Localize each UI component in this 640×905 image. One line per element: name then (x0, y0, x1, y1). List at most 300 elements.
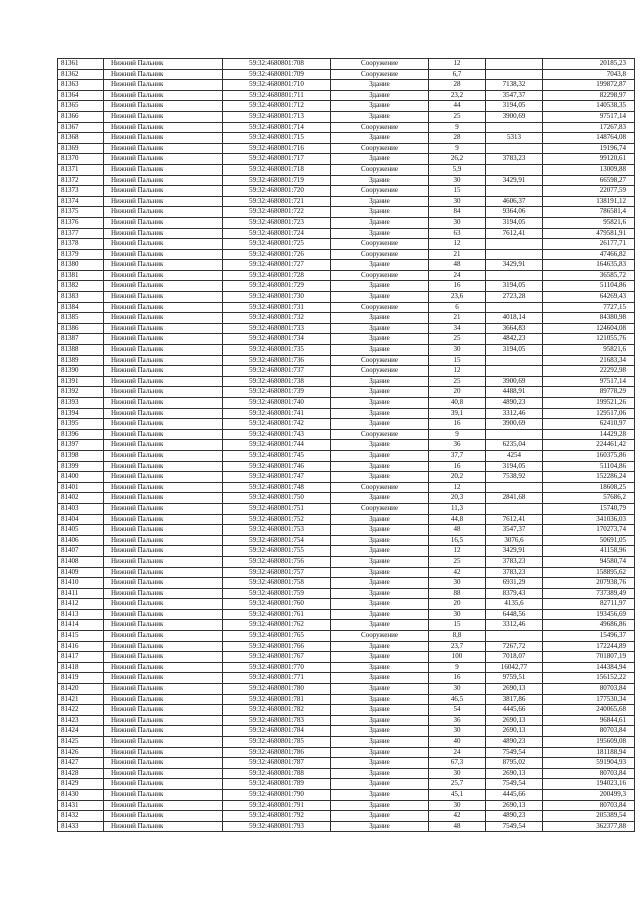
value-cell: 22077,59 (543, 186, 635, 197)
value-cell: 138191,12 (543, 196, 635, 207)
rate-cell: 4445,66 (486, 705, 543, 716)
object-type-cell: Здание (331, 376, 429, 387)
table-row (58, 821, 635, 832)
table-row (58, 111, 635, 122)
row-number-cell: 81380 (58, 260, 104, 271)
area-cell: 9 (429, 143, 486, 154)
cadastral-number-cell: 59:32:4680801:727 (223, 260, 331, 271)
cadastral-number-cell: 59:32:4680801:767 (223, 652, 331, 663)
cadastral-number-cell: 59:32:4680801:759 (223, 588, 331, 599)
value-cell: 50691,05 (543, 535, 635, 546)
row-number-cell: 81397 (58, 440, 104, 451)
rate-cell: 4890,23 (486, 811, 543, 822)
table-row (58, 546, 635, 557)
value-cell: 36585,72 (543, 270, 635, 281)
rate-cell: 4254 (486, 450, 543, 461)
value-cell: 152286,24 (543, 472, 635, 483)
value-cell: 51104,86 (543, 461, 635, 472)
value-cell: 96844,61 (543, 715, 635, 726)
rate-cell: 7549,54 (486, 821, 543, 832)
cadastral-number-cell: 59:32:4680801:752 (223, 514, 331, 525)
cadastral-number-cell: 59:32:4680801:751 (223, 503, 331, 514)
table-row (58, 90, 635, 101)
settlement-cell: Нижний Пальник (104, 419, 223, 430)
rate-cell: 2690,13 (486, 684, 543, 695)
settlement-cell: Нижний Пальник (104, 747, 223, 758)
value-cell: 193456,69 (543, 609, 635, 620)
cadastral-number-cell: 59:32:4680801:721 (223, 196, 331, 207)
table-row (58, 366, 635, 377)
row-number-cell: 81429 (58, 779, 104, 790)
settlement-cell: Нижний Пальник (104, 228, 223, 239)
value-cell: 591904,93 (543, 758, 635, 769)
cadastral-number-cell: 59:32:4680801:760 (223, 599, 331, 610)
table-row (58, 355, 635, 366)
cadastral-number-cell: 59:32:4680801:790 (223, 789, 331, 800)
settlement-cell: Нижний Пальник (104, 535, 223, 546)
row-number-cell: 81395 (58, 419, 104, 430)
rate-cell: 7267,72 (486, 641, 543, 652)
object-type-cell: Здание (331, 599, 429, 610)
object-type-cell: Здание (331, 408, 429, 419)
cadastral-number-cell: 59:32:4680801:787 (223, 758, 331, 769)
row-number-cell: 81431 (58, 800, 104, 811)
settlement-cell: Нижний Пальник (104, 366, 223, 377)
settlement-cell: Нижний Пальник (104, 334, 223, 345)
row-number-cell: 81416 (58, 641, 104, 652)
table-row (58, 313, 635, 324)
object-type-cell: Здание (331, 90, 429, 101)
table-row (58, 737, 635, 748)
settlement-cell: Нижний Пальник (104, 133, 223, 144)
value-cell: 82298,97 (543, 90, 635, 101)
settlement-cell: Нижний Пальник (104, 90, 223, 101)
object-type-cell: Здание (331, 673, 429, 684)
row-number-cell: 81371 (58, 164, 104, 175)
value-cell: 701807,19 (543, 652, 635, 663)
object-type-cell: Сооружение (331, 186, 429, 197)
area-cell: 25 (429, 376, 486, 387)
table-row (58, 673, 635, 684)
object-type-cell: Сооружение (331, 631, 429, 642)
row-number-cell: 81382 (58, 281, 104, 292)
row-number-cell: 81362 (58, 69, 104, 80)
settlement-cell: Нижний Пальник (104, 69, 223, 80)
rate-cell: 7538,92 (486, 472, 543, 483)
table-row (58, 59, 635, 70)
table-row (58, 228, 635, 239)
object-type-cell: Здание (331, 461, 429, 472)
cadastral-number-cell: 59:32:4680801:722 (223, 207, 331, 218)
settlement-cell: Нижний Пальник (104, 525, 223, 536)
rate-cell: 8379,43 (486, 588, 543, 599)
settlement-cell: Нижний Пальник (104, 472, 223, 483)
value-cell: 156152,22 (543, 673, 635, 684)
table-row (58, 376, 635, 387)
object-type-cell: Сооружение (331, 122, 429, 133)
table-row (58, 726, 635, 737)
settlement-cell: Нижний Пальник (104, 461, 223, 472)
settlement-cell: Нижний Пальник (104, 345, 223, 356)
value-cell: 57686,2 (543, 493, 635, 504)
settlement-cell: Нижний Пальник (104, 429, 223, 440)
row-number-cell: 81377 (58, 228, 104, 239)
object-type-cell: Здание (331, 620, 429, 631)
settlement-cell: Нижний Пальник (104, 122, 223, 133)
table-row (58, 429, 635, 440)
object-type-cell: Здание (331, 440, 429, 451)
value-cell: 15740,79 (543, 503, 635, 514)
area-cell: 34 (429, 323, 486, 334)
rate-cell: 3194,05 (486, 461, 543, 472)
row-number-cell: 81369 (58, 143, 104, 154)
area-cell: 25 (429, 556, 486, 567)
area-cell: 12 (429, 59, 486, 70)
object-type-cell: Здание (331, 768, 429, 779)
object-type-cell: Здание (331, 334, 429, 345)
row-number-cell: 81415 (58, 631, 104, 642)
area-cell: 25 (429, 111, 486, 122)
table-row (58, 292, 635, 303)
cadastral-number-cell: 59:32:4680801:788 (223, 768, 331, 779)
rate-cell: 9759,51 (486, 673, 543, 684)
table-row (58, 450, 635, 461)
row-number-cell: 81403 (58, 503, 104, 514)
table-row (58, 578, 635, 589)
object-type-cell: Здание (331, 726, 429, 737)
object-type-cell: Здание (331, 472, 429, 483)
rate-cell (486, 143, 543, 154)
table-row (58, 186, 635, 197)
row-number-cell: 81398 (58, 450, 104, 461)
cadastral-number-cell: 59:32:4680801:713 (223, 111, 331, 122)
object-type-cell: Сооружение (331, 503, 429, 514)
area-cell: 48 (429, 525, 486, 536)
table-row (58, 249, 635, 260)
object-type-cell: Здание (331, 398, 429, 409)
object-type-cell: Здание (331, 556, 429, 567)
rate-cell: 2690,13 (486, 800, 543, 811)
rate-cell: 3900,69 (486, 419, 543, 430)
value-cell: 22292,98 (543, 366, 635, 377)
value-cell: 200499,3 (543, 789, 635, 800)
area-cell: 40 (429, 737, 486, 748)
rate-cell: 4445,66 (486, 789, 543, 800)
value-cell: 15496,37 (543, 631, 635, 642)
settlement-cell: Нижний Пальник (104, 313, 223, 324)
rate-cell (486, 355, 543, 366)
row-number-cell: 81368 (58, 133, 104, 144)
row-number-cell: 81386 (58, 323, 104, 334)
settlement-cell: Нижний Пальник (104, 737, 223, 748)
settlement-cell: Нижний Пальник (104, 588, 223, 599)
settlement-cell: Нижний Пальник (104, 758, 223, 769)
table-row (58, 789, 635, 800)
row-number-cell: 81413 (58, 609, 104, 620)
settlement-cell: Нижний Пальник (104, 684, 223, 695)
cadastral-number-cell: 59:32:4680801:753 (223, 525, 331, 536)
value-cell: 64269,43 (543, 292, 635, 303)
rate-cell: 4890,23 (486, 398, 543, 409)
value-cell: 195609,08 (543, 737, 635, 748)
table-row (58, 641, 635, 652)
rate-cell: 3817,86 (486, 694, 543, 705)
row-number-cell: 81374 (58, 196, 104, 207)
settlement-cell: Нижний Пальник (104, 186, 223, 197)
object-type-cell: Здание (331, 779, 429, 790)
cadastral-number-cell: 59:32:4680801:781 (223, 694, 331, 705)
object-type-cell: Здание (331, 705, 429, 716)
object-type-cell: Здание (331, 811, 429, 822)
value-cell: 158895,62 (543, 567, 635, 578)
row-number-cell: 81393 (58, 398, 104, 409)
object-type-cell: Здание (331, 525, 429, 536)
rate-cell: 2723,28 (486, 292, 543, 303)
table-row (58, 207, 635, 218)
table-row (58, 260, 635, 271)
area-cell: 44,8 (429, 514, 486, 525)
rate-cell: 4890,23 (486, 737, 543, 748)
table-row (58, 302, 635, 313)
value-cell: 362377,88 (543, 821, 635, 832)
area-cell: 45,1 (429, 789, 486, 800)
settlement-cell: Нижний Пальник (104, 292, 223, 303)
rate-cell (486, 429, 543, 440)
settlement-cell: Нижний Пальник (104, 154, 223, 165)
object-type-cell: Здание (331, 737, 429, 748)
rate-cell (486, 302, 543, 313)
settlement-cell: Нижний Пальник (104, 705, 223, 716)
row-number-cell: 81432 (58, 811, 104, 822)
cadastral-number-cell: 59:32:4680801:744 (223, 440, 331, 451)
table-row (58, 133, 635, 144)
area-cell: 30 (429, 175, 486, 186)
area-cell: 12 (429, 482, 486, 493)
row-number-cell: 81408 (58, 556, 104, 567)
table-row (58, 345, 635, 356)
value-cell: 84380,98 (543, 313, 635, 324)
settlement-cell: Нижний Пальник (104, 408, 223, 419)
cadastral-number-cell: 59:32:4680801:724 (223, 228, 331, 239)
rate-cell: 3312,46 (486, 408, 543, 419)
row-number-cell: 81418 (58, 662, 104, 673)
value-cell: 26177,71 (543, 239, 635, 250)
table-row (58, 217, 635, 228)
table-row (58, 535, 635, 546)
area-cell: 16 (429, 461, 486, 472)
settlement-cell: Нижний Пальник (104, 811, 223, 822)
row-number-cell: 81376 (58, 217, 104, 228)
cadastral-number-cell: 59:32:4680801:762 (223, 620, 331, 631)
table-row (58, 482, 635, 493)
cadastral-table (57, 58, 635, 832)
rate-cell: 3547,37 (486, 90, 543, 101)
value-cell: 240065,68 (543, 705, 635, 716)
rate-cell: 4018,14 (486, 313, 543, 324)
settlement-cell: Нижний Пальник (104, 80, 223, 91)
settlement-cell: Нижний Пальник (104, 694, 223, 705)
row-number-cell: 81402 (58, 493, 104, 504)
area-cell: 11,3 (429, 503, 486, 514)
cadastral-number-cell: 59:32:4680801:783 (223, 715, 331, 726)
row-number-cell: 81383 (58, 292, 104, 303)
table-row (58, 143, 635, 154)
rate-cell (486, 631, 543, 642)
row-number-cell: 81367 (58, 122, 104, 133)
cadastral-number-cell: 59:32:4680801:716 (223, 143, 331, 154)
cadastral-number-cell: 59:32:4680801:761 (223, 609, 331, 620)
table-row (58, 631, 635, 642)
object-type-cell: Здание (331, 313, 429, 324)
value-cell: 121055,76 (543, 334, 635, 345)
area-cell: 46,5 (429, 694, 486, 705)
cadastral-number-cell: 59:32:4680801:735 (223, 345, 331, 356)
object-type-cell: Здание (331, 609, 429, 620)
area-cell: 36 (429, 715, 486, 726)
area-cell: 20 (429, 387, 486, 398)
rate-cell: 4135,6 (486, 599, 543, 610)
settlement-cell: Нижний Пальник (104, 493, 223, 504)
area-cell: 54 (429, 705, 486, 716)
rate-cell: 3783,23 (486, 154, 543, 165)
settlement-cell: Нижний Пальник (104, 631, 223, 642)
table-row (58, 281, 635, 292)
object-type-cell: Здание (331, 662, 429, 673)
value-cell: 737389,49 (543, 588, 635, 599)
object-type-cell: Здание (331, 292, 429, 303)
value-cell: 80703,84 (543, 800, 635, 811)
rate-cell: 3429,91 (486, 175, 543, 186)
row-number-cell: 81394 (58, 408, 104, 419)
settlement-cell: Нижний Пальник (104, 514, 223, 525)
value-cell: 172244,89 (543, 641, 635, 652)
rate-cell: 9364,06 (486, 207, 543, 218)
value-cell: 14429,28 (543, 429, 635, 440)
object-type-cell: Здание (331, 154, 429, 165)
area-cell: 12 (429, 366, 486, 377)
area-cell: 20,2 (429, 472, 486, 483)
table-row (58, 440, 635, 451)
area-cell: 48 (429, 260, 486, 271)
rate-cell: 4606,37 (486, 196, 543, 207)
row-number-cell: 81388 (58, 345, 104, 356)
rate-cell: 3783,23 (486, 567, 543, 578)
cadastral-number-cell: 59:32:4680801:720 (223, 186, 331, 197)
table-row (58, 101, 635, 112)
cadastral-number-cell: 59:32:4680801:726 (223, 249, 331, 260)
value-cell: 207938,76 (543, 578, 635, 589)
value-cell: 80703,84 (543, 684, 635, 695)
object-type-cell: Здание (331, 217, 429, 228)
value-cell: 181188,94 (543, 747, 635, 758)
area-cell: 16,5 (429, 535, 486, 546)
cadastral-number-cell: 59:32:4680801:741 (223, 408, 331, 419)
area-cell: 84 (429, 207, 486, 218)
rate-cell: 3194,05 (486, 281, 543, 292)
rate-cell (486, 164, 543, 175)
row-number-cell: 81400 (58, 472, 104, 483)
value-cell: 7043,8 (543, 69, 635, 80)
object-type-cell: Здание (331, 323, 429, 334)
area-cell: 30 (429, 196, 486, 207)
row-number-cell: 81405 (58, 525, 104, 536)
object-type-cell: Здание (331, 133, 429, 144)
area-cell: 30 (429, 768, 486, 779)
settlement-cell: Нижний Пальник (104, 556, 223, 567)
settlement-cell: Нижний Пальник (104, 111, 223, 122)
value-cell: 95821,6 (543, 345, 635, 356)
row-number-cell: 81378 (58, 239, 104, 250)
settlement-cell: Нижний Пальник (104, 101, 223, 112)
row-number-cell: 81372 (58, 175, 104, 186)
row-number-cell: 81430 (58, 789, 104, 800)
cadastral-number-cell: 59:32:4680801:748 (223, 482, 331, 493)
row-number-cell: 81410 (58, 578, 104, 589)
object-type-cell: Здание (331, 260, 429, 271)
area-cell: 15 (429, 186, 486, 197)
rate-cell: 5313 (486, 133, 543, 144)
value-cell: 164635,83 (543, 260, 635, 271)
rate-cell: 3429,91 (486, 546, 543, 557)
area-cell: 28 (429, 133, 486, 144)
rate-cell: 2690,13 (486, 715, 543, 726)
value-cell: 13009,88 (543, 164, 635, 175)
settlement-cell: Нижний Пальник (104, 270, 223, 281)
area-cell: 9 (429, 122, 486, 133)
area-cell: 25,7 (429, 779, 486, 790)
settlement-cell: Нижний Пальник (104, 398, 223, 409)
object-type-cell: Сооружение (331, 482, 429, 493)
table-row (58, 662, 635, 673)
area-cell: 20,3 (429, 493, 486, 504)
row-number-cell: 81425 (58, 737, 104, 748)
document-page (57, 58, 635, 832)
settlement-cell: Нижний Пальник (104, 673, 223, 684)
row-number-cell: 81364 (58, 90, 104, 101)
settlement-cell: Нижний Пальник (104, 652, 223, 663)
table-body (58, 59, 635, 832)
table-row (58, 80, 635, 91)
cadastral-number-cell: 59:32:4680801:784 (223, 726, 331, 737)
rate-cell: 3194,05 (486, 101, 543, 112)
settlement-cell: Нижний Пальник (104, 164, 223, 175)
object-type-cell: Здание (331, 345, 429, 356)
rate-cell: 2690,13 (486, 726, 543, 737)
area-cell: 6,7 (429, 69, 486, 80)
table-row (58, 493, 635, 504)
object-type-cell: Здание (331, 101, 429, 112)
table-row (58, 620, 635, 631)
cadastral-number-cell: 59:32:4680801:709 (223, 69, 331, 80)
cadastral-number-cell: 59:32:4680801:723 (223, 217, 331, 228)
cadastral-number-cell: 59:32:4680801:747 (223, 472, 331, 483)
rate-cell: 2841,68 (486, 493, 543, 504)
row-number-cell: 81401 (58, 482, 104, 493)
cadastral-number-cell: 59:32:4680801:793 (223, 821, 331, 832)
rate-cell: 3194,05 (486, 217, 543, 228)
value-cell: 99120,61 (543, 154, 635, 165)
object-type-cell: Здание (331, 450, 429, 461)
cadastral-number-cell: 59:32:4680801:712 (223, 101, 331, 112)
object-type-cell: Здание (331, 715, 429, 726)
table-row (58, 503, 635, 514)
row-number-cell: 81392 (58, 387, 104, 398)
cadastral-number-cell: 59:32:4680801:710 (223, 80, 331, 91)
table-row (58, 768, 635, 779)
rate-cell: 2690,13 (486, 768, 543, 779)
object-type-cell: Здание (331, 567, 429, 578)
cadastral-number-cell: 59:32:4680801:718 (223, 164, 331, 175)
